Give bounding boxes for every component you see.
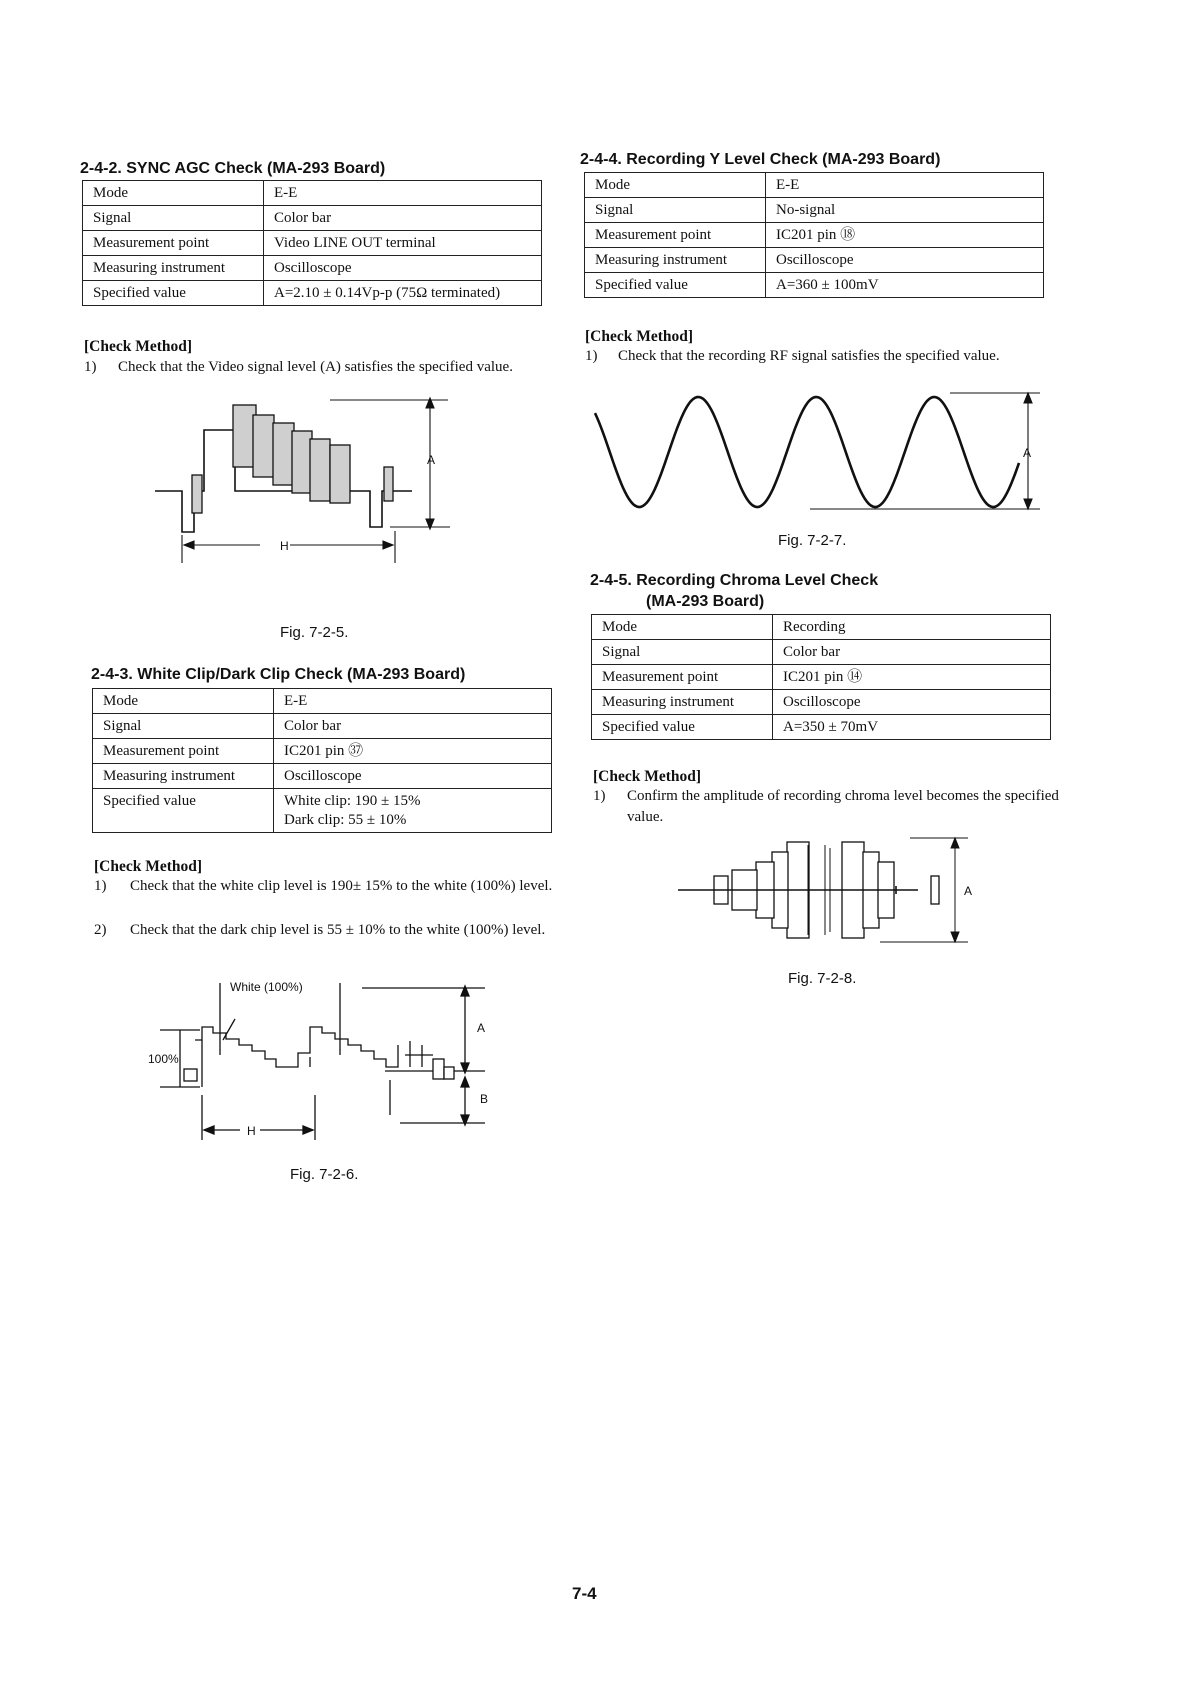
table-row: Signal Color bar: [83, 206, 542, 231]
waveform-fig-7-2-6: [140, 975, 520, 1155]
circled-number: ⑱: [840, 227, 856, 243]
table-row: Mode E-E: [585, 173, 1044, 198]
table-row: Signal Color bar: [592, 640, 1051, 665]
label-a: A: [427, 453, 436, 467]
check-method-title: [Check Method]: [585, 328, 694, 345]
check-method-title: [Check Method]: [94, 858, 203, 875]
label-100: 100%: [148, 1052, 179, 1066]
label-a: A: [964, 884, 973, 898]
table-row: Mode E-E: [83, 181, 542, 206]
table-row: Mode Recording: [592, 615, 1051, 640]
spec-table-rec-chroma: [591, 614, 1051, 740]
waveform-fig-7-2-7: [590, 385, 1050, 520]
table-row: Specified value A=350 ± 70mV: [592, 715, 1051, 740]
waveform-fig-7-2-8: [670, 830, 990, 950]
spec-table-sync-agc: [82, 180, 542, 306]
label-b: B: [480, 1092, 489, 1106]
section-title-rec-chroma: 2-4-5. Recording Chroma Level Check: [590, 572, 879, 589]
check-step: 1) Check that the white clip level is 190± 15% to the white (100%) level.: [94, 878, 553, 894]
table-row: Measuring instrument Oscilloscope: [93, 764, 552, 789]
circled-number: ㊲: [348, 743, 364, 759]
check-step: 1) Confirm the amplitude of recording chroma level becomes the specified value.: [593, 788, 1059, 825]
figure-caption: Fig. 7-2-7.: [778, 532, 847, 549]
check-step: 2) Check that the dark chip level is 55 ± 10% to the white (100%) level.: [94, 922, 546, 938]
table-row: Signal No-signal: [585, 198, 1044, 223]
table-row: Specified value A=360 ± 100mV: [585, 273, 1044, 298]
label-white: White (100%): [230, 980, 303, 994]
table-row: Measurement point Video LINE OUT terminal: [83, 231, 542, 256]
table-row: Measuring instrument Oscilloscope: [585, 248, 1044, 273]
label-a: A: [1023, 446, 1032, 460]
label-h: H: [280, 539, 289, 553]
table-row: Signal Color bar: [93, 714, 552, 739]
section-title-rec-y: 2-4-4. Recording Y Level Check (MA-293 Board): [580, 151, 941, 168]
page-number: 7-4: [572, 1584, 597, 1603]
spec-table-rec-y: [584, 172, 1044, 298]
check-step: 1) Check that the Video signal level (A) satisfies the specified value.: [84, 359, 513, 375]
figure-caption: Fig. 7-2-5.: [280, 624, 349, 641]
label-a: A: [477, 1021, 486, 1035]
spec-table-white-clip: [92, 688, 552, 833]
label-h: H: [247, 1124, 256, 1138]
figure-caption: Fig. 7-2-6.: [290, 1166, 359, 1183]
check-method-title: [Check Method]: [84, 338, 193, 355]
table-row: Measurement point IC201 pin ⑭: [592, 665, 1051, 690]
check-step: 1) Check that the recording RF signal satisfies the specified value.: [585, 348, 1000, 364]
table-row: Measuring instrument Oscilloscope: [83, 256, 542, 281]
section-title-sync-agc: 2-4-2. SYNC AGC Check (MA-293 Board): [80, 160, 386, 177]
check-method-title: [Check Method]: [593, 768, 702, 785]
table-row: Specified value A=2.10 ± 0.14Vp-p (75Ω terminated): [83, 281, 542, 306]
table-row: Specified value White clip: 190 ± 15% Dark clip: 55 ± 10%: [93, 789, 552, 833]
circled-number: ⑭: [847, 669, 863, 685]
section-subtitle-rec-chroma: (MA-293 Board): [646, 593, 765, 610]
table-row: Measurement point IC201 pin ⑱: [585, 223, 1044, 248]
table-row: Measurement point IC201 pin ㊲: [93, 739, 552, 764]
waveform-fig-7-2-5: [150, 395, 460, 570]
table-row: Mode E-E: [93, 689, 552, 714]
section-title-white-clip: 2-4-3. White Clip/Dark Clip Check (MA-293 Board): [91, 666, 466, 683]
figure-caption: Fig. 7-2-8.: [788, 970, 857, 987]
table-row: Measuring instrument Oscilloscope: [592, 690, 1051, 715]
